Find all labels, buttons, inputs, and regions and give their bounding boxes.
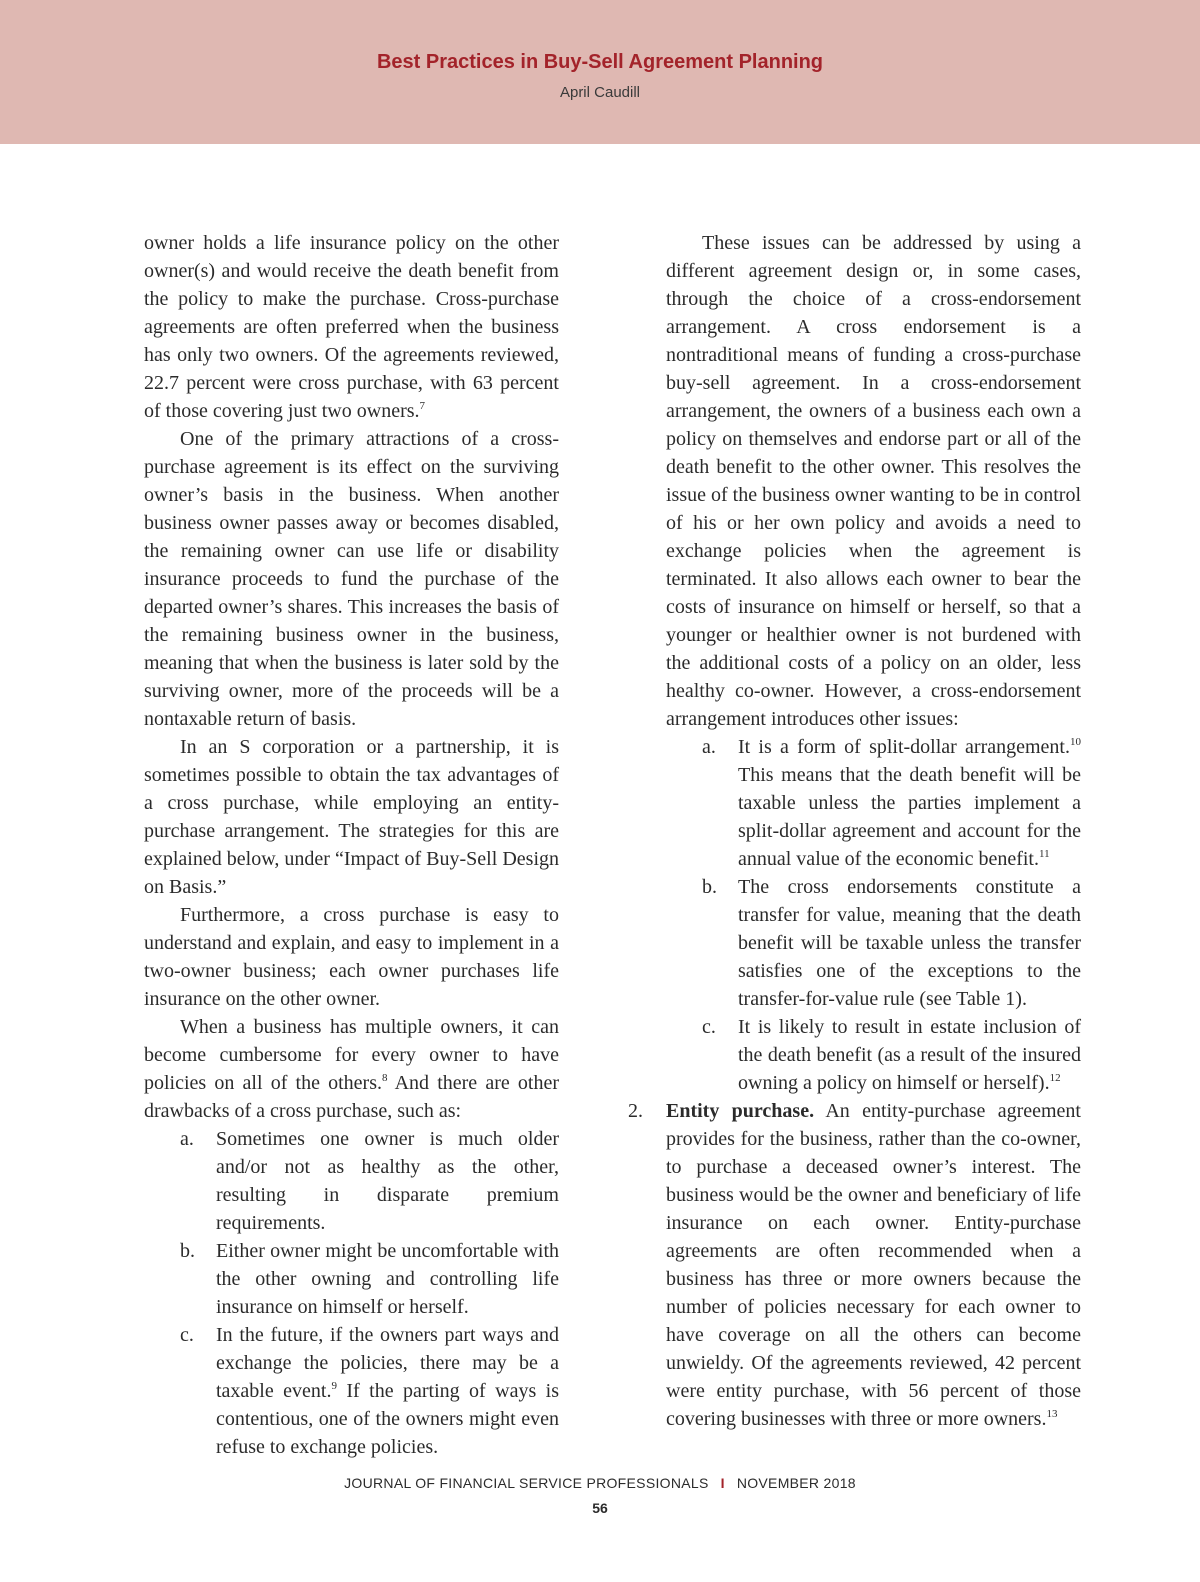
footer-separator: I xyxy=(720,1475,725,1491)
footnote-ref: 12 xyxy=(1049,1072,1061,1084)
list-item xyxy=(144,1125,559,1237)
list-item xyxy=(666,1013,1081,1097)
numbered-item-heading: Entity purchase. xyxy=(666,1100,815,1122)
issue-date: NOVEMBER 2018 xyxy=(736,1475,856,1491)
list-item-text: If the parting of ways is contentious, one of the owners might even refuse to exchange policies. xyxy=(216,1380,559,1458)
article-author: April Caudill xyxy=(559,84,641,101)
list-item xyxy=(144,1237,559,1321)
list-item-text: It is a form of split-dollar arrangement. xyxy=(738,736,1070,758)
paragraph-text: And there are other drawbacks of a cross purchase, such as: xyxy=(144,1072,560,1122)
list-item-text: Sometimes one owner is much older and/or not as healthy as the other, resulting in disparate premium requirements. xyxy=(216,1128,559,1234)
paragraph: In an S corporation or a partnership, it is sometimes possible to obtain the tax advantages of a cross purchase, while employing an entity-purchase arrangement. The strategies for this are explained below, under “Impact of Buy-Sell Design on Basis.” xyxy=(144,736,559,898)
footnote-ref: 11 xyxy=(1039,848,1050,860)
right-column xyxy=(628,229,1081,1433)
left-column xyxy=(144,229,559,1461)
footnote-ref: 8 xyxy=(382,1072,388,1084)
footnote-ref: 13 xyxy=(1046,1408,1058,1420)
list-marker: a. xyxy=(702,736,716,758)
paragraph-text: owner holds a life insurance policy on the other owner(s) and would receive the death benefit from the policy to make the purchase. Cross-purchase agreements are often preferred when the business has only two owners. Of the agreements reviewed, 22.7 percent were cross purchase, with 63 percent of those covering just two owners. xyxy=(144,232,559,422)
list-marker: c. xyxy=(180,1324,194,1346)
article-title: Best Practices in Buy-Sell Agreement Planning xyxy=(376,51,824,73)
numbered-item-text: An entity-purchase agreement provides for the business, rather than the co-owner, to purchase a deceased owner’s interest. The business would be the owner and beneficiary of life insurance on each owner. Entity-purchase agreements are often recommended when a business has three or more owners because the number of policies necessary for each owner to have coverage on all the others can become unwieldy. Of the agreements reviewed, 42 percent were entity purchase, with 56 percent of those covering businesses with three or more owners. xyxy=(666,1100,1081,1430)
list-marker: c. xyxy=(702,1016,716,1038)
list-item-text: In the future, if the owners part ways and exchange the policies, there may be a taxable event. xyxy=(216,1324,559,1402)
numbered-item-entity-purchase xyxy=(628,1097,1081,1433)
list-item-text: This means that the death benefit will be taxable unless the parties implement a split-dollar agreement and account for the annual value of the economic benefit. xyxy=(738,764,1081,870)
paragraph xyxy=(144,1013,559,1125)
paragraph-text: When a business has multiple owners, it can become cumbersome for every owner to have policies on all of the others. xyxy=(144,1016,559,1094)
footnote-ref: 10 xyxy=(1070,736,1081,748)
paragraph: Furthermore, a cross purchase is easy to understand and explain, and easy to implement in a two-owner business; each owner purchases life insurance on the other owner. xyxy=(144,904,559,1010)
paragraph: These issues can be addressed by using a different agreement design or, in some cases, through the choice of a cross-endorsement arrangement. A cross endorsement is a nontraditional means of funding a cross-purchase buy-sell agreement. In a cross-endorsement arrangement, the owners of a business each own a policy on themselves and endorse part or all of the death benefit to the other owner. This resolves the issue of the business owner wanting to be in control of his or her own policy and avoids a need to exchange policies when the agreement is terminated. It also allows each owner to bear the costs of insurance on himself or herself, so that a younger or healthier owner is not burdened with the additional costs of a policy on an older, less healthy co-owner. However, a cross-endorsement arrangement introduces other issues: xyxy=(666,232,1081,730)
footnote-ref: 7 xyxy=(419,400,426,412)
numbered-marker: 2. xyxy=(628,1100,643,1122)
paragraph xyxy=(144,229,559,425)
list-item-text: Either owner might be uncomfortable with the other owning and controlling life insurance on himself or herself. xyxy=(216,1240,559,1318)
journal-name: JOURNAL OF FINANCIAL SERVICE PROFESSIONALS xyxy=(344,1475,709,1491)
list-item xyxy=(666,733,1081,873)
list-item xyxy=(666,873,1081,1013)
list-item-text: It is likely to result in estate inclusion of the death benefit (as a result of the insured owning a policy on himself or herself). xyxy=(738,1016,1081,1094)
list-marker: b. xyxy=(702,876,717,898)
list-item-text: The cross endorsements constitute a transfer for value, meaning that the death benefit will be taxable unless the transfer satisfies one of the exceptions to the transfer-for-value rule (see Table 1). xyxy=(738,876,1081,1010)
footnote-ref: 9 xyxy=(331,1380,337,1392)
page-number: 56 xyxy=(592,1500,608,1516)
list-marker: a. xyxy=(180,1128,194,1150)
paragraph: One of the primary attractions of a cross-purchase agreement is its effect on the surviving owner’s basis in the business. When another business owner passes away or becomes disabled, the remaining owner can use life or disability insurance proceeds to fund the purchase of the departed owner’s shares. This increases the basis of the remaining business owner in the business, meaning that when the business is later sold by the surviving owner, more of the proceeds will be a nontaxable return of basis. xyxy=(144,428,559,730)
footer-journal xyxy=(0,1475,1200,1491)
list-item xyxy=(144,1321,559,1461)
list-marker: b. xyxy=(180,1240,195,1262)
